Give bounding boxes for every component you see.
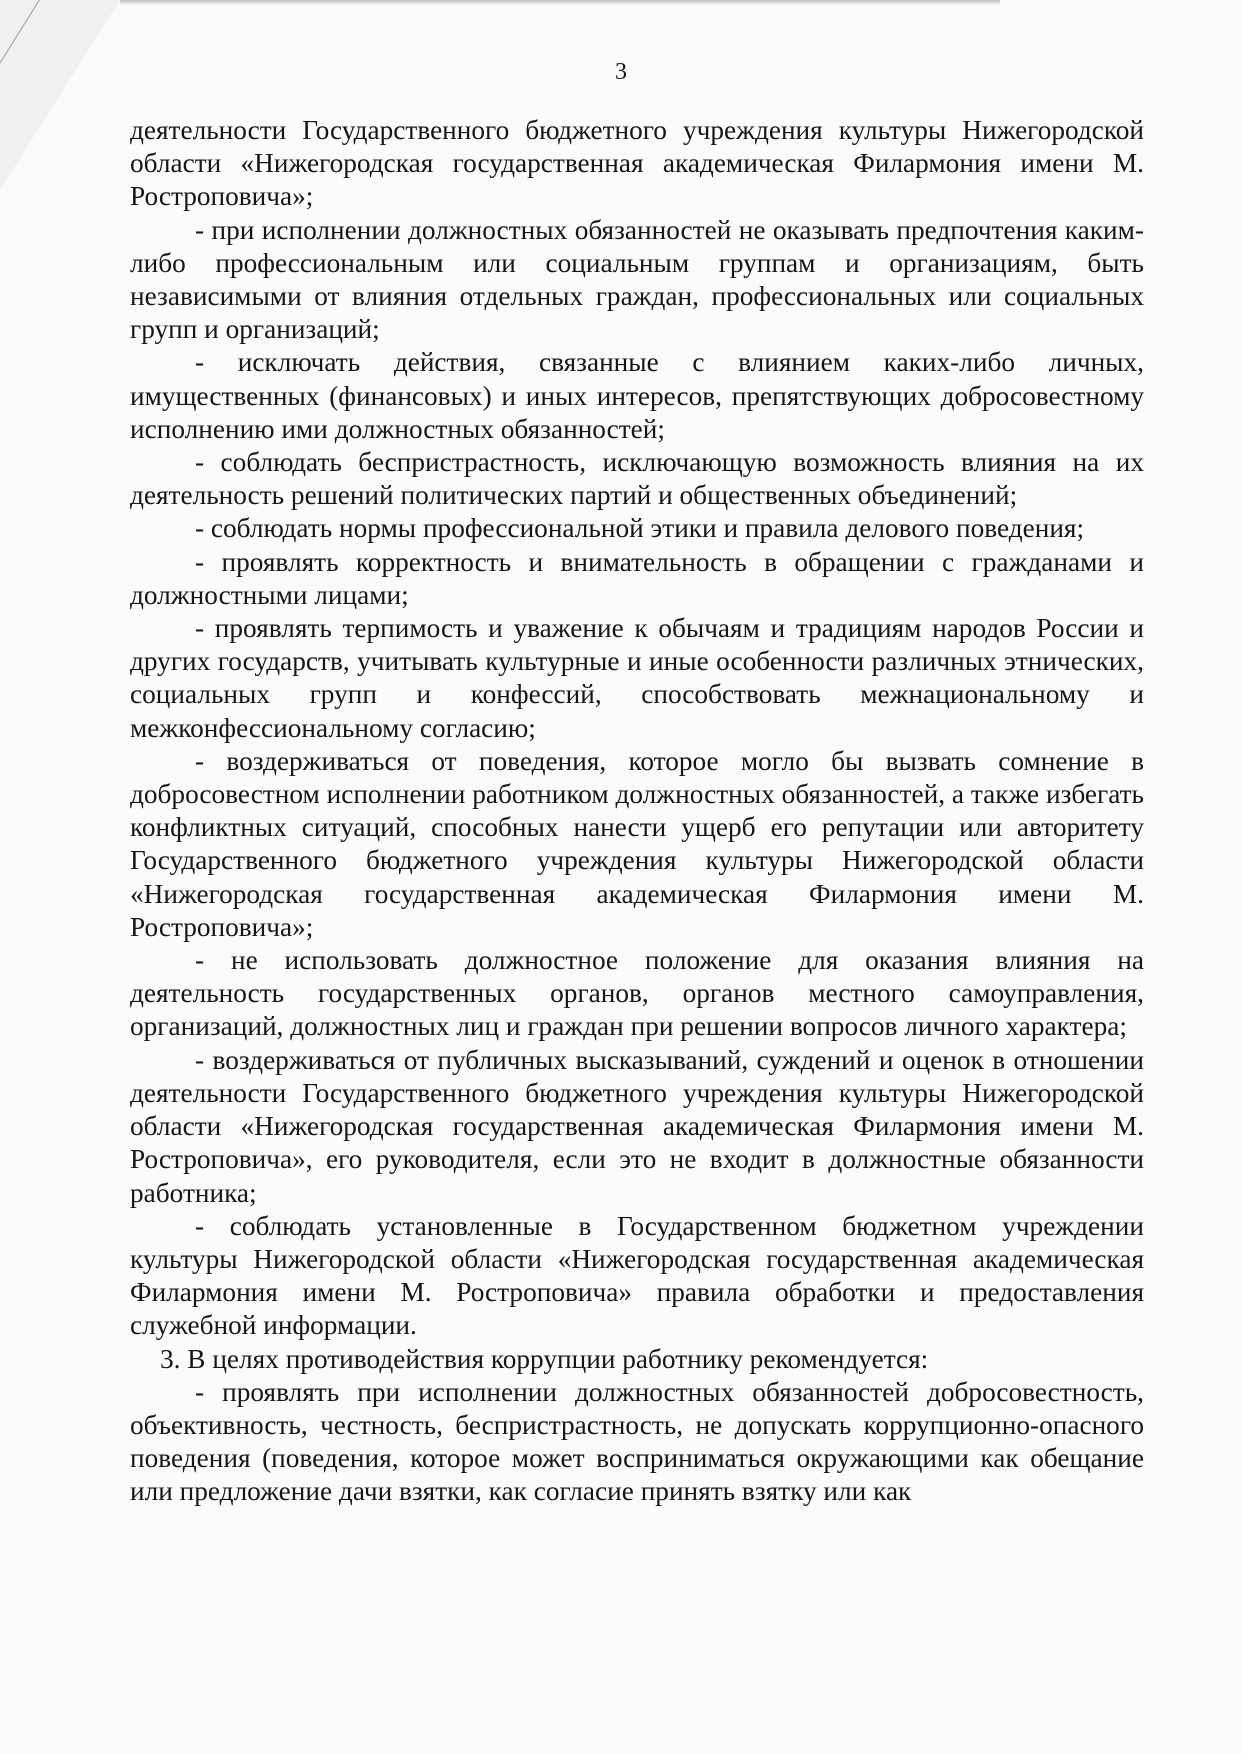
folded-corner [0, 0, 120, 190]
paragraph-tolerance: - проявлять терпимость и уважение к обычаям и традициям народов России и других государств, учитывать культурные и иные особенности различных этнических, социальных групп и конфессий, способствовать межнациональному и межконфессиональному согласию; [130, 613, 1144, 743]
page-number: 3 [615, 59, 627, 85]
paragraph-public-statements: - воздерживаться от публичных высказываний, суждений и оценок в отношении деятельности Государственного бюджетного учреждения культуры Нижегородской области «Нижегородская государственная академическая Филармония имени М. Ростроповича», его руководителя, если это не входит в должностные обязанности работника; [130, 1044, 1144, 1208]
scan-shadow [120, 0, 1000, 5]
paragraph-no-preference: - при исполнении должностных обязанностей не оказывать предпочтения каким-либо профессиональным или социальным группам и организациям, быть независимыми от влияния отдельных граждан, профессиональных или социальных групп и организаций; [130, 214, 1144, 345]
paragraph-anticorruption: - проявлять при исполнении должностных обязанностей добросовестность, объективность, честность, беспристрастность, не допускать коррупционно-опасного поведения (поведения, которое может восприниматься окружающими как обещание или предложение дачи взятки, как согласие принять взятку или как [130, 1376, 1144, 1507]
paragraph-impartiality: - соблюдать беспристрастность, исключающую возможность влияния на их деятельность решений политических партий и общественных объединений; [130, 447, 1144, 511]
paragraph-avoid-doubt: - воздерживаться от поведения, которое могло бы вызвать сомнение в добросовестном исполнении работником должностных обязанностей, а также избегать конфликтных ситуаций, способных нанести ущерб его репутации или авторитету Государственного бюджетного учреждения культуры Нижегородской области «Нижегородская государственная академическая Филармония имени М. Ростроповича»; [130, 745, 1144, 942]
paragraph-continuation: деятельности Государственного бюджетного учреждения культуры Нижегородской области «Нижегородская государственная академическая Филармония имени М. Ростроповича»; [130, 115, 1144, 212]
document-body [130, 114, 1144, 1509]
paragraph-exclude-interests: - исключать действия, связанные с влиянием каких-либо личных, имущественных (финансовых) и иных интересов, препятствующих добросовестному исполнению ими должностных обязанностей; [130, 347, 1144, 444]
section-3-heading: 3. В целях противодействия коррупции работнику рекомендуется: [160, 1343, 929, 1374]
paragraph-correctness: - проявлять корректность и внимательность в обращении с гражданами и должностными лицами; [130, 546, 1144, 610]
paragraph-information-rules: - соблюдать установленные в Государственном бюджетном учреждении культуры Нижегородской области «Нижегородская государственная академическая Филармония имени М. Ростроповича» правила обработки и предоставления служебной информации. [130, 1210, 1144, 1341]
paragraph-ethics: - соблюдать нормы профессиональной этики и правила делового поведения; [195, 513, 1085, 544]
paragraph-no-influence: - не использовать должностное положение для оказания влияния на деятельность государственных органов, органов местного самоуправления, организаций, должностных лиц и граждан при решении вопросов личного характера; [130, 945, 1144, 1042]
